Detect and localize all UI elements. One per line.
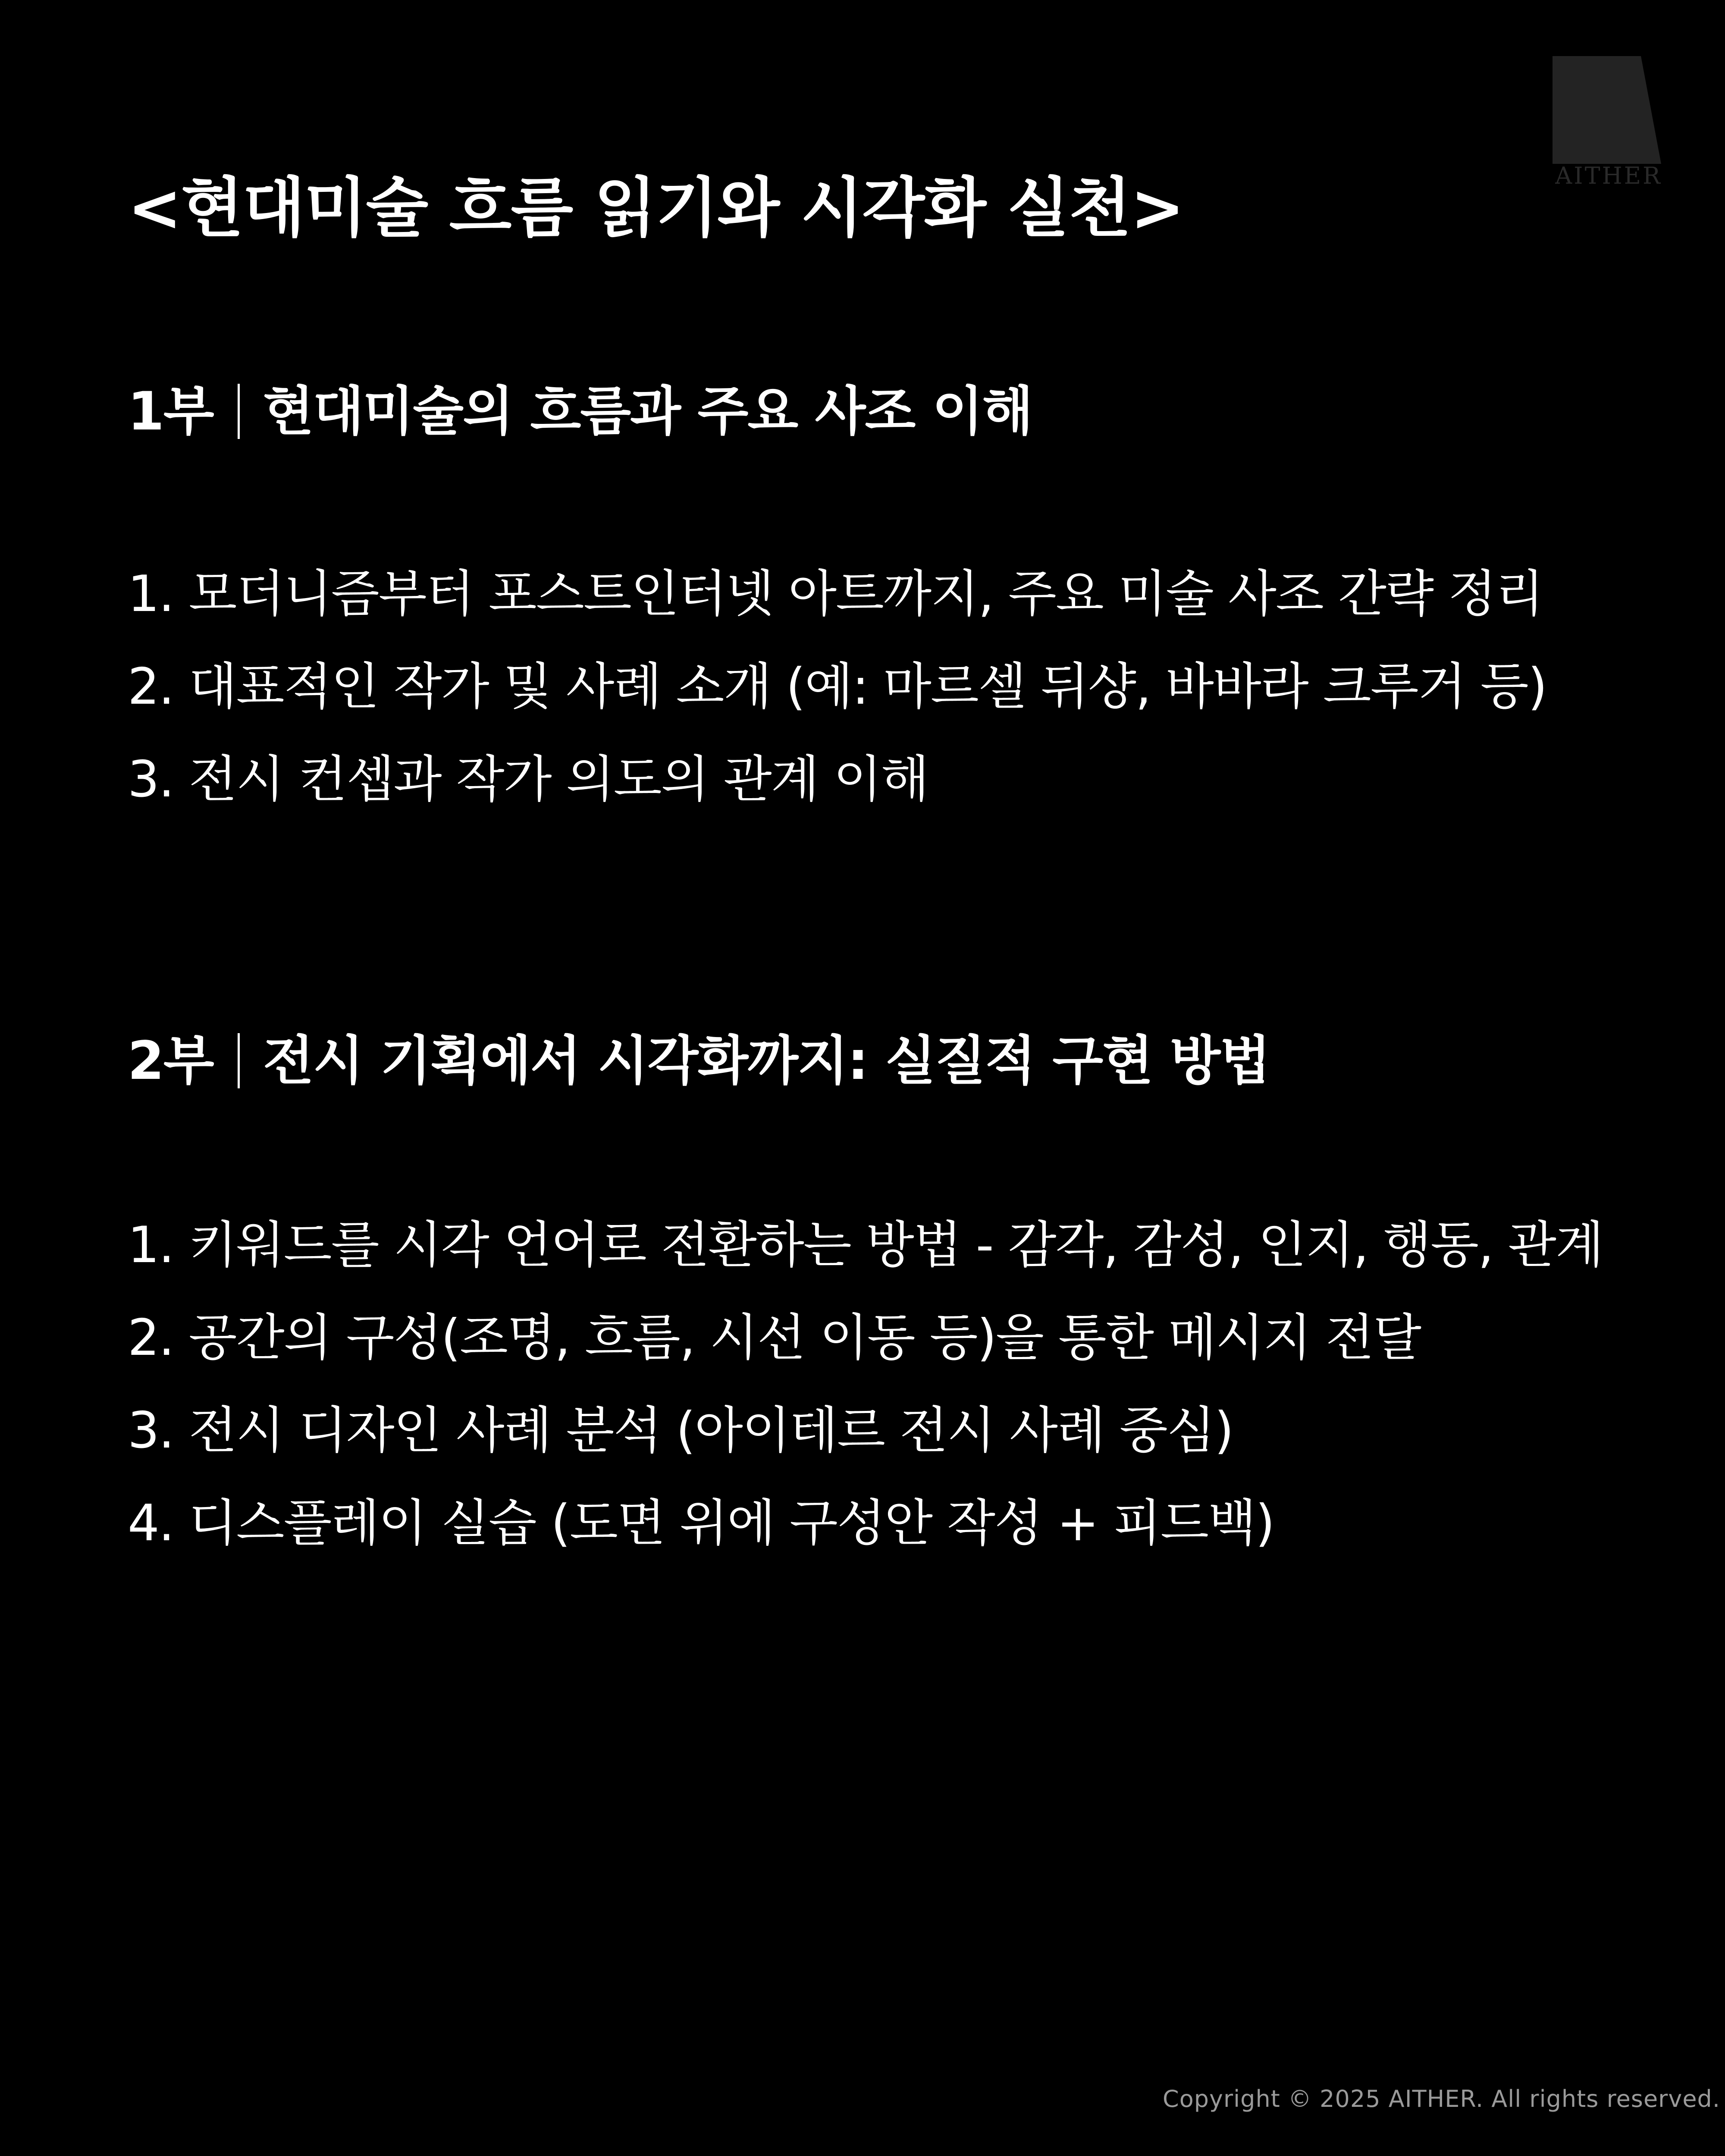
part2-list <box>128 1216 1603 1591</box>
part2-heading <box>128 1030 1270 1091</box>
part1-title: 현대미술의 흐름과 주요 사조 이해 <box>263 381 1032 442</box>
part1-label: 1부 <box>128 381 213 442</box>
list-item: 1. 키워드를 시각 언어로 전환하는 방법 - 감각, 감성, 인지, 행동, 관계 <box>128 1216 1603 1274</box>
part1-heading <box>128 381 1032 442</box>
brand-logo <box>1552 56 1665 190</box>
list-item: 3. 전시 디자인 사례 분석 (아이테르 전시 사례 중심) <box>128 1401 1233 1460</box>
page-title: <현대미술 흐름 읽기와 시각화 실천> <box>128 171 1184 246</box>
part1-list <box>128 565 1547 847</box>
list-item: 2. 대표적인 작가 및 사례 소개 (예: 마르셀 뒤샹, 바바라 크루거 등) <box>128 658 1547 716</box>
trapezoid-logo-icon <box>1552 56 1665 164</box>
part2-title: 전시 기획에서 시각화까지: 실질적 구현 방법 <box>263 1030 1270 1091</box>
part2-label: 2부 <box>128 1030 213 1091</box>
list-item: 4. 디스플레이 실습 (도면 위에 구성안 작성 + 피드백) <box>128 1494 1274 1552</box>
list-item: 3. 전시 컨셉과 작가 의도의 관계 이해 <box>128 750 928 808</box>
list-item: 1. 모더니즘부터 포스트인터넷 아트까지, 주요 미술 사조 간략 정리 <box>128 565 1543 623</box>
heading-divider <box>238 1033 240 1088</box>
heading-divider <box>238 384 240 439</box>
logo-text: AITHER <box>1555 162 1662 189</box>
list-item: 2. 공간의 구성(조명, 흐름, 시선 이동 등)을 통한 메시지 전달 <box>128 1309 1421 1367</box>
copyright-notice: Copyright © 2025 AITHER. All rights reserved. <box>1163 2085 1720 2112</box>
